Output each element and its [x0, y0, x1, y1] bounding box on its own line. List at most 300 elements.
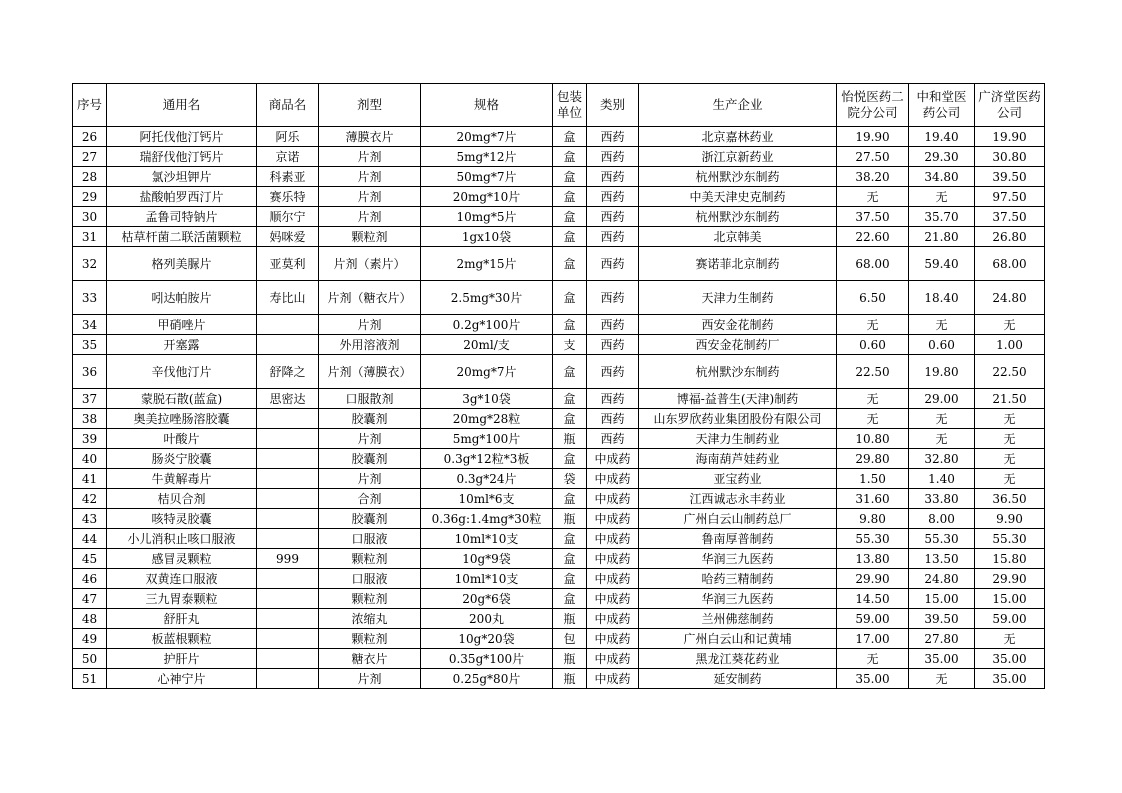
cell-seq: 48	[73, 609, 107, 629]
cell-manufacturer: 山东罗欣药业集团股份有限公司	[639, 409, 837, 429]
header-spec: 规格	[421, 84, 553, 127]
cell-seq: 42	[73, 489, 107, 509]
cell-price-yiyue: 13.80	[837, 549, 909, 569]
cell-dosage-form: 口服散剂	[319, 389, 421, 409]
header-dosage-form: 剂型	[319, 84, 421, 127]
cell-manufacturer: 杭州默沙东制药	[639, 207, 837, 227]
cell-price-yiyue: 无	[837, 389, 909, 409]
cell-manufacturer: 西安金花制药厂	[639, 335, 837, 355]
table-row	[73, 609, 1045, 629]
cell-price-guangjitang: 22.50	[975, 355, 1045, 389]
cell-dosage-form: 片剂	[319, 147, 421, 167]
cell-price-guangjitang: 无	[975, 629, 1045, 649]
cell-category: 中成药	[587, 669, 639, 689]
cell-manufacturer: 海南葫芦娃药业	[639, 449, 837, 469]
cell-price-yiyue: 1.50	[837, 469, 909, 489]
cell-seq: 36	[73, 355, 107, 389]
cell-category: 西药	[587, 409, 639, 429]
header-manufacturer: 生产企业	[639, 84, 837, 127]
cell-brand-name	[257, 589, 319, 609]
cell-price-guangjitang: 1.00	[975, 335, 1045, 355]
cell-dosage-form: 糖衣片	[319, 649, 421, 669]
cell-pack-unit: 盒	[553, 489, 587, 509]
cell-price-yiyue: 29.80	[837, 449, 909, 469]
cell-pack-unit: 盒	[553, 207, 587, 227]
cell-brand-name: 寿比山	[257, 281, 319, 315]
cell-price-guangjitang: 26.80	[975, 227, 1045, 247]
cell-generic-name: 蒙脱石散(蓝盒)	[107, 389, 257, 409]
cell-price-yiyue: 无	[837, 315, 909, 335]
cell-price-yiyue: 31.60	[837, 489, 909, 509]
cell-brand-name	[257, 629, 319, 649]
cell-spec: 20ml/支	[421, 335, 553, 355]
table-row	[73, 389, 1045, 409]
cell-spec: 5mg*12片	[421, 147, 553, 167]
cell-seq: 51	[73, 669, 107, 689]
table-row	[73, 529, 1045, 549]
cell-brand-name: 舒降之	[257, 355, 319, 389]
cell-pack-unit: 瓶	[553, 609, 587, 629]
header-price-zhonghetang: 中和堂医药公司	[909, 84, 975, 127]
table-row	[73, 489, 1045, 509]
cell-price-yiyue: 0.60	[837, 335, 909, 355]
cell-dosage-form: 胶囊剂	[319, 509, 421, 529]
cell-price-zhonghetang: 34.80	[909, 167, 975, 187]
cell-category: 西药	[587, 247, 639, 281]
cell-brand-name	[257, 569, 319, 589]
cell-pack-unit: 袋	[553, 469, 587, 489]
cell-price-yiyue: 19.90	[837, 127, 909, 147]
cell-spec: 50mg*7片	[421, 167, 553, 187]
table-header	[73, 84, 1045, 127]
drug-price-table	[72, 83, 1045, 689]
cell-spec: 5mg*100片	[421, 429, 553, 449]
cell-price-guangjitang: 37.50	[975, 207, 1045, 227]
cell-brand-name	[257, 529, 319, 549]
table-row	[73, 187, 1045, 207]
cell-price-guangjitang: 无	[975, 469, 1045, 489]
cell-brand-name: 科素亚	[257, 167, 319, 187]
cell-brand-name: 思密达	[257, 389, 319, 409]
cell-price-zhonghetang: 55.30	[909, 529, 975, 549]
table-row	[73, 589, 1045, 609]
cell-price-yiyue: 68.00	[837, 247, 909, 281]
table-row	[73, 335, 1045, 355]
cell-price-yiyue: 55.30	[837, 529, 909, 549]
cell-pack-unit: 盒	[553, 355, 587, 389]
cell-seq: 45	[73, 549, 107, 569]
cell-spec: 2mg*15片	[421, 247, 553, 281]
cell-manufacturer: 哈药三精制药	[639, 569, 837, 589]
table-row	[73, 409, 1045, 429]
cell-category: 中成药	[587, 549, 639, 569]
cell-dosage-form: 外用溶液剂	[319, 335, 421, 355]
table-row	[73, 247, 1045, 281]
cell-manufacturer: 延安制药	[639, 669, 837, 689]
table-row	[73, 509, 1045, 529]
cell-manufacturer: 北京韩美	[639, 227, 837, 247]
cell-seq: 47	[73, 589, 107, 609]
cell-price-guangjitang: 19.90	[975, 127, 1045, 147]
cell-pack-unit: 盒	[553, 281, 587, 315]
cell-price-guangjitang: 29.90	[975, 569, 1045, 589]
table-row	[73, 629, 1045, 649]
cell-price-guangjitang: 24.80	[975, 281, 1045, 315]
cell-dosage-form: 胶囊剂	[319, 449, 421, 469]
cell-price-zhonghetang: 无	[909, 409, 975, 429]
cell-category: 中成药	[587, 529, 639, 549]
cell-manufacturer: 浙江京新药业	[639, 147, 837, 167]
cell-seq: 46	[73, 569, 107, 589]
cell-price-yiyue: 无	[837, 409, 909, 429]
cell-price-yiyue: 6.50	[837, 281, 909, 315]
cell-spec: 20mg*7片	[421, 355, 553, 389]
cell-generic-name: 叶酸片	[107, 429, 257, 449]
cell-manufacturer: 天津力生制药	[639, 281, 837, 315]
header-generic-name: 通用名	[107, 84, 257, 127]
cell-price-zhonghetang: 29.00	[909, 389, 975, 409]
header-category: 类别	[587, 84, 639, 127]
cell-price-guangjitang: 21.50	[975, 389, 1045, 409]
cell-seq: 28	[73, 167, 107, 187]
cell-brand-name: 京诺	[257, 147, 319, 167]
cell-category: 西药	[587, 281, 639, 315]
cell-price-yiyue: 22.60	[837, 227, 909, 247]
cell-price-yiyue: 29.90	[837, 569, 909, 589]
cell-dosage-form: 片剂（素片）	[319, 247, 421, 281]
cell-pack-unit: 瓶	[553, 509, 587, 529]
cell-manufacturer: 广州白云山和记黄埔	[639, 629, 837, 649]
cell-dosage-form: 片剂（糖衣片）	[319, 281, 421, 315]
cell-category: 西药	[587, 429, 639, 449]
cell-pack-unit: 盒	[553, 389, 587, 409]
cell-category: 中成药	[587, 589, 639, 609]
cell-dosage-form: 片剂	[319, 429, 421, 449]
cell-seq: 37	[73, 389, 107, 409]
cell-price-zhonghetang: 27.80	[909, 629, 975, 649]
cell-seq: 30	[73, 207, 107, 227]
cell-spec: 1gx10袋	[421, 227, 553, 247]
cell-pack-unit: 盒	[553, 529, 587, 549]
table-row	[73, 569, 1045, 589]
cell-manufacturer: 黑龙江葵花药业	[639, 649, 837, 669]
cell-category: 中成药	[587, 569, 639, 589]
table-row	[73, 147, 1045, 167]
cell-brand-name: 999	[257, 549, 319, 569]
cell-seq: 26	[73, 127, 107, 147]
cell-seq: 49	[73, 629, 107, 649]
cell-seq: 39	[73, 429, 107, 449]
cell-spec: 0.36g:1.4mg*30粒	[421, 509, 553, 529]
cell-brand-name	[257, 509, 319, 529]
cell-manufacturer: 天津力生制药业	[639, 429, 837, 449]
cell-price-guangjitang: 55.30	[975, 529, 1045, 549]
cell-pack-unit: 支	[553, 335, 587, 355]
cell-seq: 27	[73, 147, 107, 167]
cell-category: 西药	[587, 167, 639, 187]
cell-dosage-form: 口服液	[319, 569, 421, 589]
cell-dosage-form: 片剂	[319, 167, 421, 187]
cell-price-zhonghetang: 35.00	[909, 649, 975, 669]
cell-price-zhonghetang: 19.80	[909, 355, 975, 389]
cell-dosage-form: 合剂	[319, 489, 421, 509]
cell-price-zhonghetang: 32.80	[909, 449, 975, 469]
cell-price-yiyue: 37.50	[837, 207, 909, 227]
cell-pack-unit: 盒	[553, 167, 587, 187]
cell-generic-name: 盐酸帕罗西汀片	[107, 187, 257, 207]
cell-generic-name: 护肝片	[107, 649, 257, 669]
cell-manufacturer: 西安金花制药	[639, 315, 837, 335]
cell-generic-name: 格列美脲片	[107, 247, 257, 281]
cell-seq: 43	[73, 509, 107, 529]
cell-seq: 40	[73, 449, 107, 469]
table-row	[73, 449, 1045, 469]
cell-generic-name: 辛伐他汀片	[107, 355, 257, 389]
cell-dosage-form: 颗粒剂	[319, 589, 421, 609]
cell-dosage-form: 片剂	[319, 187, 421, 207]
cell-category: 中成药	[587, 629, 639, 649]
cell-spec: 0.25g*80片	[421, 669, 553, 689]
cell-category: 西药	[587, 147, 639, 167]
cell-brand-name	[257, 315, 319, 335]
cell-price-zhonghetang: 19.40	[909, 127, 975, 147]
cell-pack-unit: 盒	[553, 409, 587, 429]
table-row	[73, 649, 1045, 669]
cell-category: 西药	[587, 127, 639, 147]
cell-price-zhonghetang: 21.80	[909, 227, 975, 247]
cell-spec: 0.3g*12粒*3板	[421, 449, 553, 469]
cell-spec: 0.3g*24片	[421, 469, 553, 489]
cell-generic-name: 瑞舒伐他汀钙片	[107, 147, 257, 167]
cell-category: 西药	[587, 355, 639, 389]
cell-category: 中成药	[587, 469, 639, 489]
cell-price-guangjitang: 9.90	[975, 509, 1045, 529]
cell-price-guangjitang: 68.00	[975, 247, 1045, 281]
cell-seq: 50	[73, 649, 107, 669]
cell-brand-name: 赛乐特	[257, 187, 319, 207]
cell-spec: 20mg*7片	[421, 127, 553, 147]
cell-price-zhonghetang: 29.30	[909, 147, 975, 167]
cell-brand-name	[257, 489, 319, 509]
cell-manufacturer: 江西诚志永丰药业	[639, 489, 837, 509]
cell-pack-unit: 包	[553, 629, 587, 649]
cell-price-guangjitang: 无	[975, 449, 1045, 469]
cell-price-zhonghetang: 18.40	[909, 281, 975, 315]
table-row	[73, 429, 1045, 449]
cell-category: 西药	[587, 207, 639, 227]
cell-generic-name: 氯沙坦钾片	[107, 167, 257, 187]
cell-price-zhonghetang: 15.00	[909, 589, 975, 609]
cell-price-guangjitang: 36.50	[975, 489, 1045, 509]
cell-generic-name: 三九胃泰颗粒	[107, 589, 257, 609]
cell-price-yiyue: 27.50	[837, 147, 909, 167]
table-row	[73, 281, 1045, 315]
cell-category: 西药	[587, 227, 639, 247]
cell-generic-name: 舒肝丸	[107, 609, 257, 629]
cell-pack-unit: 盒	[553, 187, 587, 207]
table-row	[73, 167, 1045, 187]
cell-price-yiyue: 59.00	[837, 609, 909, 629]
cell-price-zhonghetang: 33.80	[909, 489, 975, 509]
header-brand-name: 商品名	[257, 84, 319, 127]
cell-pack-unit: 瓶	[553, 669, 587, 689]
cell-manufacturer: 赛诺菲北京制药	[639, 247, 837, 281]
cell-category: 中成药	[587, 489, 639, 509]
cell-price-zhonghetang: 39.50	[909, 609, 975, 629]
cell-generic-name: 心神宁片	[107, 669, 257, 689]
cell-spec: 2.5mg*30片	[421, 281, 553, 315]
cell-spec: 10ml*10支	[421, 569, 553, 589]
cell-dosage-form: 片剂	[319, 669, 421, 689]
cell-price-guangjitang: 无	[975, 315, 1045, 335]
cell-brand-name: 亚莫利	[257, 247, 319, 281]
cell-dosage-form: 口服液	[319, 529, 421, 549]
cell-price-guangjitang: 59.00	[975, 609, 1045, 629]
cell-spec: 10g*9袋	[421, 549, 553, 569]
cell-pack-unit: 盒	[553, 569, 587, 589]
cell-category: 西药	[587, 389, 639, 409]
cell-spec: 20g*6袋	[421, 589, 553, 609]
header-pack-unit: 包装单位	[553, 84, 587, 127]
cell-price-zhonghetang: 无	[909, 187, 975, 207]
cell-price-yiyue: 17.00	[837, 629, 909, 649]
cell-seq: 29	[73, 187, 107, 207]
cell-dosage-form: 胶囊剂	[319, 409, 421, 429]
cell-spec: 3g*10袋	[421, 389, 553, 409]
cell-brand-name	[257, 335, 319, 355]
cell-price-zhonghetang: 无	[909, 315, 975, 335]
cell-seq: 31	[73, 227, 107, 247]
cell-brand-name	[257, 649, 319, 669]
cell-pack-unit: 盒	[553, 247, 587, 281]
cell-price-zhonghetang: 13.50	[909, 549, 975, 569]
cell-pack-unit: 瓶	[553, 649, 587, 669]
cell-generic-name: 吲达帕胺片	[107, 281, 257, 315]
cell-price-guangjitang: 35.00	[975, 649, 1045, 669]
cell-price-guangjitang: 无	[975, 429, 1045, 449]
cell-brand-name	[257, 409, 319, 429]
cell-category: 西药	[587, 335, 639, 355]
cell-pack-unit: 盒	[553, 449, 587, 469]
header-row	[73, 84, 1045, 127]
cell-seq: 38	[73, 409, 107, 429]
cell-generic-name: 感冒灵颗粒	[107, 549, 257, 569]
table-row	[73, 207, 1045, 227]
cell-price-guangjitang: 97.50	[975, 187, 1045, 207]
cell-manufacturer: 杭州默沙东制药	[639, 355, 837, 389]
cell-price-yiyue: 38.20	[837, 167, 909, 187]
cell-spec: 0.35g*100片	[421, 649, 553, 669]
cell-brand-name: 阿乐	[257, 127, 319, 147]
cell-brand-name	[257, 669, 319, 689]
cell-dosage-form: 片剂	[319, 207, 421, 227]
cell-generic-name: 小儿消积止咳口服液	[107, 529, 257, 549]
cell-pack-unit: 盒	[553, 227, 587, 247]
cell-pack-unit: 盒	[553, 549, 587, 569]
cell-generic-name: 枯草杆菌二联活菌颗粒	[107, 227, 257, 247]
table-row	[73, 227, 1045, 247]
cell-dosage-form: 片剂	[319, 469, 421, 489]
cell-generic-name: 板蓝根颗粒	[107, 629, 257, 649]
cell-price-yiyue: 14.50	[837, 589, 909, 609]
cell-price-zhonghetang: 1.40	[909, 469, 975, 489]
cell-generic-name: 咳特灵胶囊	[107, 509, 257, 529]
table-row	[73, 549, 1045, 569]
cell-brand-name: 妈咪爱	[257, 227, 319, 247]
cell-pack-unit: 瓶	[553, 429, 587, 449]
cell-manufacturer: 华润三九医药	[639, 549, 837, 569]
cell-manufacturer: 兰州佛慈制药	[639, 609, 837, 629]
cell-dosage-form: 颗粒剂	[319, 227, 421, 247]
cell-seq: 44	[73, 529, 107, 549]
cell-spec: 10g*20袋	[421, 629, 553, 649]
header-seq: 序号	[73, 84, 107, 127]
cell-spec: 10ml*6支	[421, 489, 553, 509]
cell-manufacturer: 亚宝药业	[639, 469, 837, 489]
cell-pack-unit: 盒	[553, 127, 587, 147]
cell-spec: 0.2g*100片	[421, 315, 553, 335]
cell-price-guangjitang: 15.00	[975, 589, 1045, 609]
cell-manufacturer: 鲁南厚普制药	[639, 529, 837, 549]
cell-generic-name: 开塞露	[107, 335, 257, 355]
cell-spec: 10mg*5片	[421, 207, 553, 227]
cell-price-zhonghetang: 8.00	[909, 509, 975, 529]
cell-dosage-form: 颗粒剂	[319, 549, 421, 569]
cell-category: 西药	[587, 315, 639, 335]
cell-spec: 20mg*28粒	[421, 409, 553, 429]
cell-pack-unit: 盒	[553, 147, 587, 167]
table-row	[73, 355, 1045, 389]
cell-generic-name: 桔贝合剂	[107, 489, 257, 509]
cell-manufacturer: 中美天津史克制药	[639, 187, 837, 207]
cell-price-zhonghetang: 59.40	[909, 247, 975, 281]
cell-spec: 10ml*10支	[421, 529, 553, 549]
cell-price-guangjitang: 30.80	[975, 147, 1045, 167]
cell-spec: 200丸	[421, 609, 553, 629]
table-row	[73, 469, 1045, 489]
cell-pack-unit: 盒	[553, 589, 587, 609]
cell-manufacturer: 广州白云山制药总厂	[639, 509, 837, 529]
cell-dosage-form: 薄膜衣片	[319, 127, 421, 147]
cell-price-zhonghetang: 无	[909, 669, 975, 689]
table-row	[73, 669, 1045, 689]
cell-price-zhonghetang: 24.80	[909, 569, 975, 589]
cell-brand-name: 顺尔宁	[257, 207, 319, 227]
cell-price-guangjitang: 35.00	[975, 669, 1045, 689]
header-price-yiyue: 怡悦医药二院分公司	[837, 84, 909, 127]
cell-generic-name: 牛黄解毒片	[107, 469, 257, 489]
cell-seq: 35	[73, 335, 107, 355]
table-row	[73, 315, 1045, 335]
cell-generic-name: 阿托伐他汀钙片	[107, 127, 257, 147]
cell-seq: 34	[73, 315, 107, 335]
cell-dosage-form: 片剂	[319, 315, 421, 335]
cell-price-guangjitang: 39.50	[975, 167, 1045, 187]
cell-category: 中成药	[587, 649, 639, 669]
cell-generic-name: 双黄连口服液	[107, 569, 257, 589]
cell-price-yiyue: 无	[837, 187, 909, 207]
cell-seq: 32	[73, 247, 107, 281]
cell-brand-name	[257, 469, 319, 489]
cell-category: 中成药	[587, 609, 639, 629]
cell-seq: 33	[73, 281, 107, 315]
cell-price-yiyue: 22.50	[837, 355, 909, 389]
cell-seq: 41	[73, 469, 107, 489]
cell-brand-name	[257, 609, 319, 629]
cell-price-yiyue: 35.00	[837, 669, 909, 689]
table-row	[73, 127, 1045, 147]
cell-generic-name: 甲硝唑片	[107, 315, 257, 335]
